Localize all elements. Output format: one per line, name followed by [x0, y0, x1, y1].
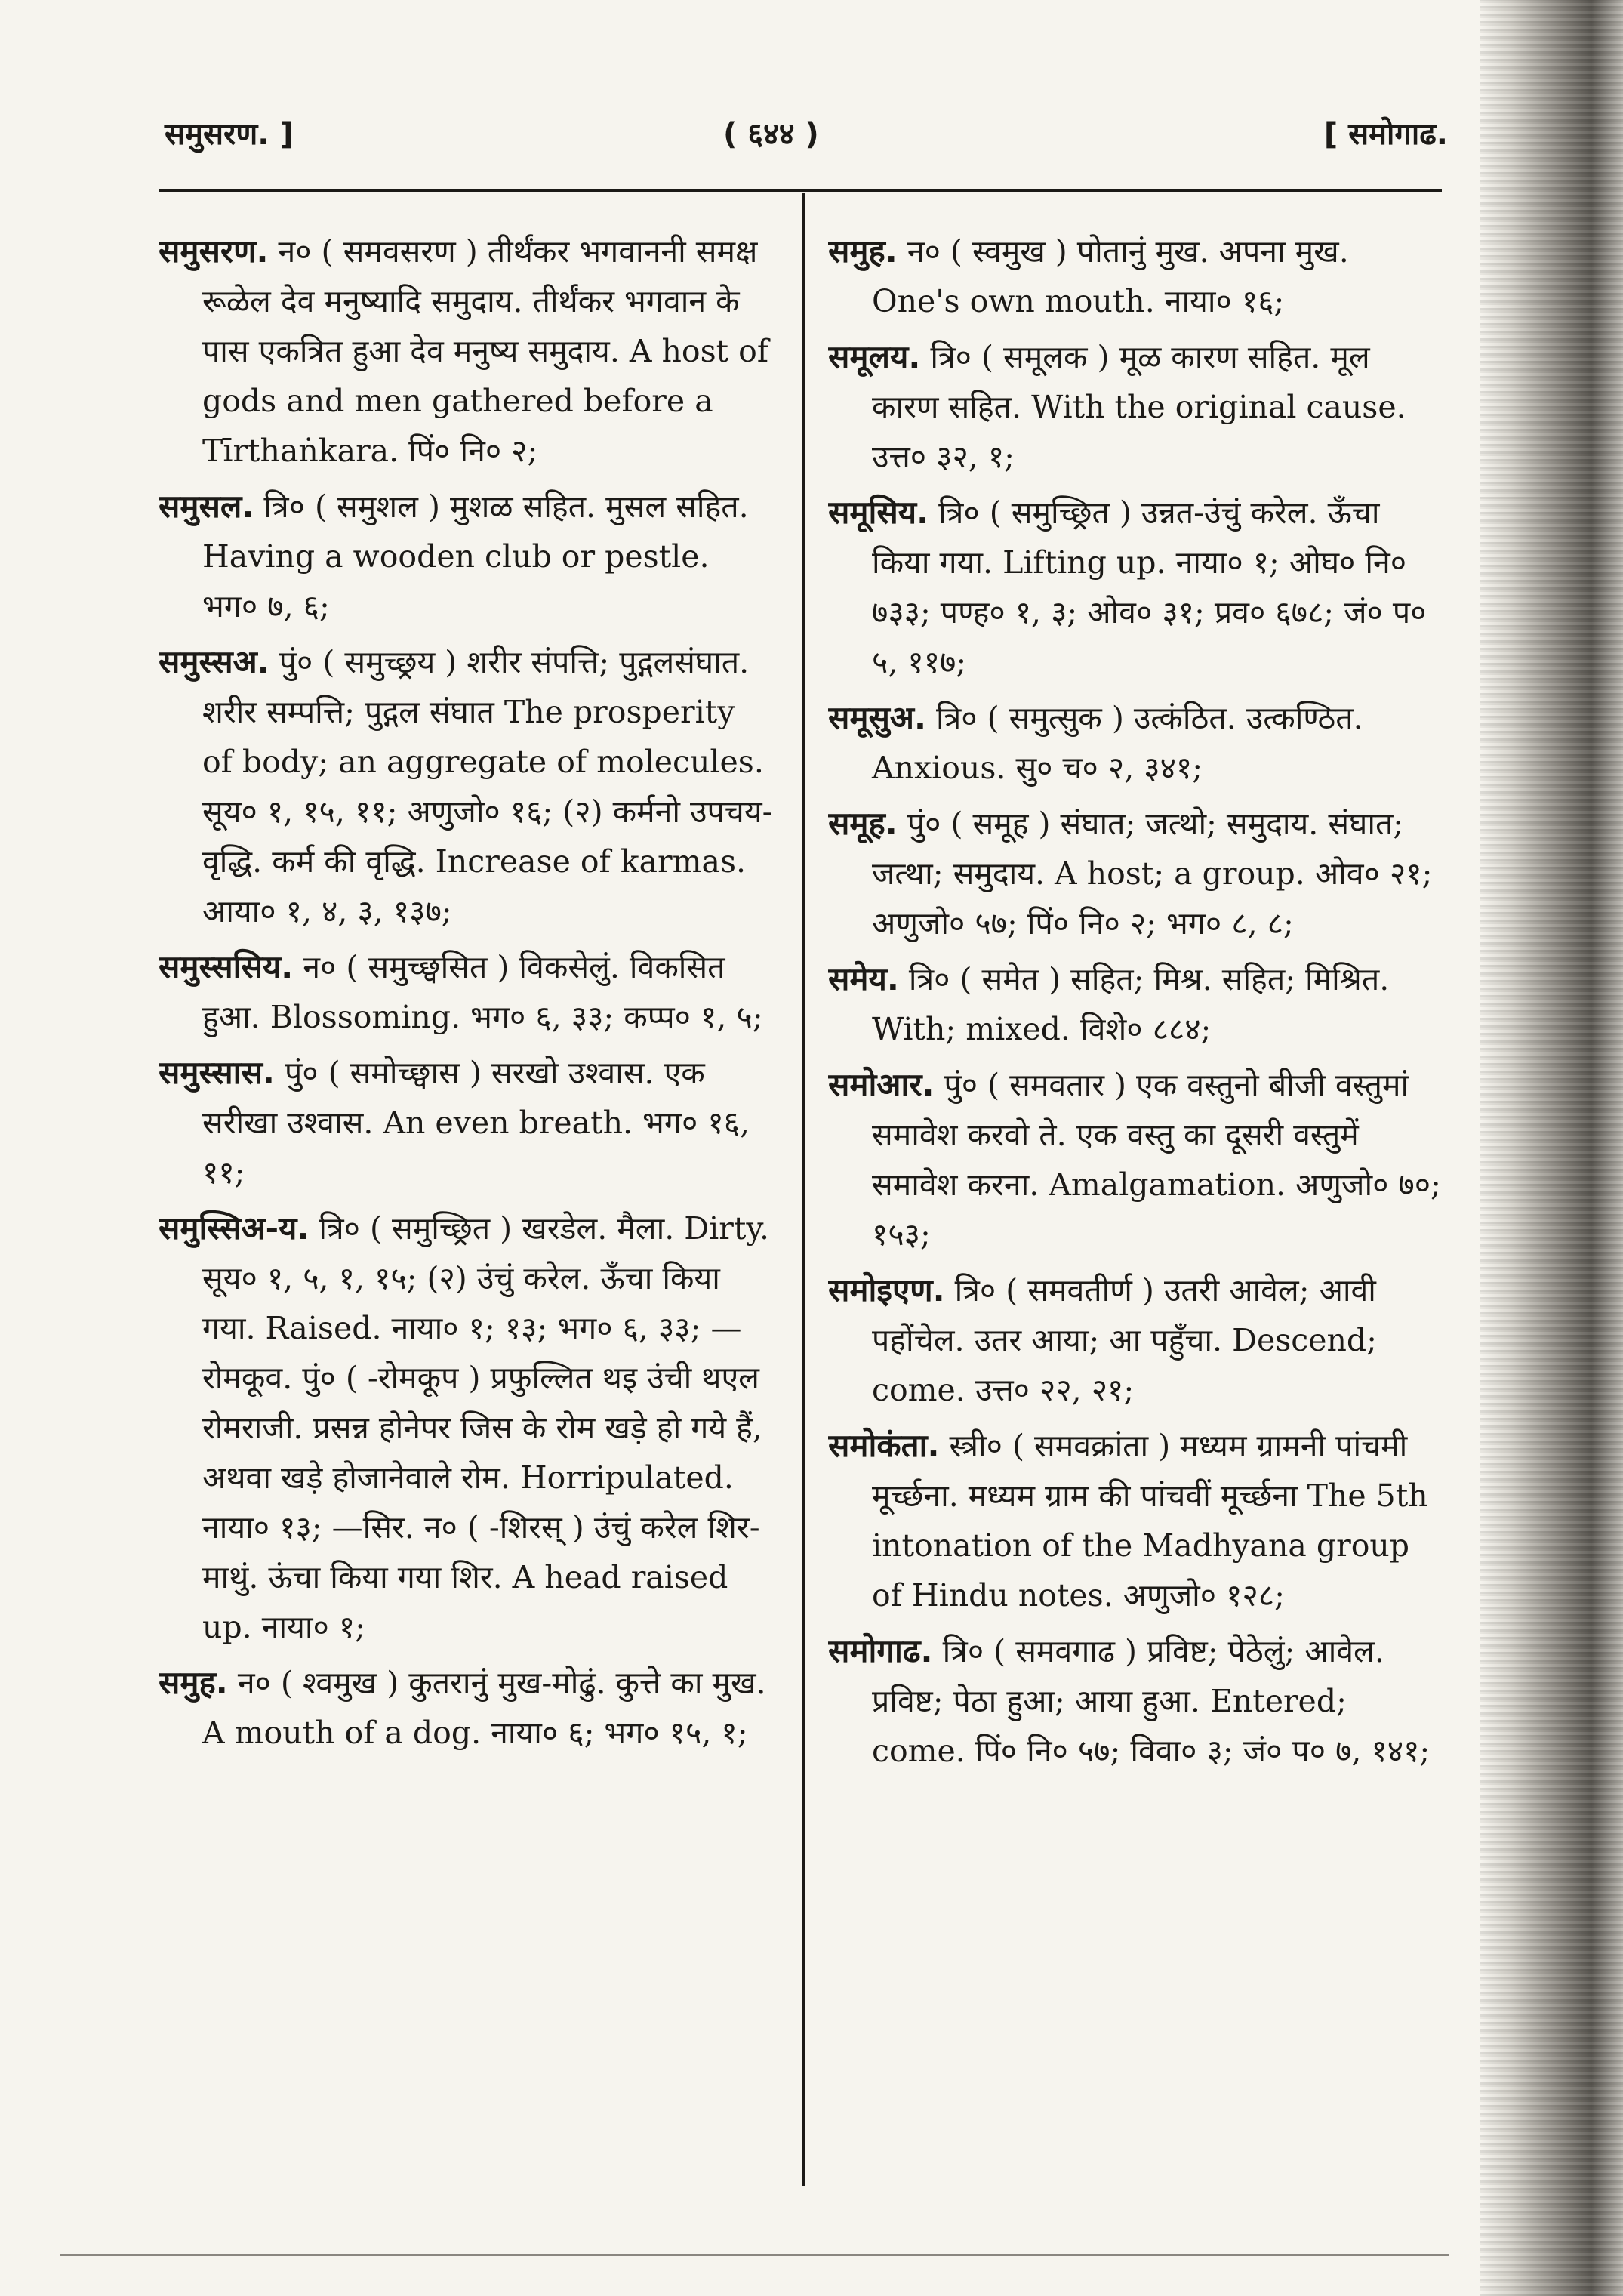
entry-definition: पुं० ( समुच्छ्रय ) शरीर संपत्ति; पुद्गलसंघात. शरीर सम्पत्ति; पुद्गल संघात The prosperity of body; an aggregate of molecules. सूय० १, १५, ११; अणुजो० १६; (२) कर्मनो उपचय-वृद्धि. कर्म की वृद्धि. Increase of karmas. आया० १, ४, ३, १३७; — [202, 644, 773, 929]
book-binding-shadow — [1480, 0, 1623, 2296]
entry-definition: न० ( स्वमुख ) पोतानुं मुख. अपना मुख. One's own mouth. नाया० १६; — [872, 233, 1349, 319]
dictionary-entry — [828, 1421, 1443, 1620]
dictionary-entry — [828, 799, 1443, 948]
dictionary-entry — [159, 942, 774, 1042]
entry-headword: समुस्सास. — [159, 1054, 275, 1091]
entry-definition: त्रि० ( समुशल ) मुशळ सहित. मुसल सहित. Having a wooden club or pestle. भग० ७, ६; — [202, 488, 749, 624]
entry-definition: त्रि० ( समुत्सुक ) उत्कंठित. उत्कण्ठित. Anxious. सु० च० २, ३४१; — [872, 700, 1363, 786]
entry-headword: समूलय. — [828, 338, 921, 375]
header-rule — [159, 189, 1442, 192]
entry-headword: समोइएण. — [828, 1271, 945, 1308]
entry-definition: पुं० ( समूह ) संघात; जत्थो; समुदाय. संघात; जत्था; समुदाय. A host; a group. ओव० २१; अणुजो० ५७; पिं० नि० २; भग० ८, ८; — [872, 806, 1433, 942]
dictionary-entry — [828, 227, 1443, 326]
entry-headword: समोगाढ. — [828, 1632, 933, 1669]
entry-headword: समुस्सिअ-य. — [159, 1210, 310, 1247]
entry-definition: पुं० ( समोच्छ्वास ) सरखो उश्वास. एक सरीखा उश्वास. An even breath. भग० १६, ११; — [202, 1055, 750, 1191]
dictionary-entry — [828, 1265, 1443, 1415]
entry-headword: समोकंता. — [828, 1427, 940, 1464]
entry-definition: त्रि० ( समूलक ) मूळ कारण सहित. मूल कारण सहित. With the original cause. उत्त० ३२, १; — [872, 339, 1406, 475]
page-number: ( ६४४ ) — [723, 117, 819, 152]
dictionary-entry — [828, 1626, 1443, 1776]
dictionary-entry — [159, 482, 774, 631]
dictionary-entry — [159, 1203, 774, 1652]
entry-headword: समुस्सअ. — [159, 643, 269, 680]
dictionary-entry — [159, 227, 774, 476]
entry-headword: समूसुअ. — [828, 699, 926, 736]
entry-headword: समूह. — [828, 805, 898, 842]
footer-rule — [60, 2254, 1449, 2256]
dictionary-entry — [159, 1658, 774, 1758]
entry-definition: त्रि० ( समुच्छ्रित ) उन्नत-उंचुं करेल. ऊँचा किया गया. Lifting up. नाया० १; ओघ० नि० ७३३; पण्ह० १, ३; ओव० ३१; प्रव० ६७८; जं० प० ५, ११७; — [872, 495, 1427, 680]
page-header — [165, 106, 1448, 159]
entry-headword: समुह. — [828, 233, 898, 270]
right-column — [828, 227, 1443, 2220]
column-divider — [802, 193, 805, 2186]
entry-headword: समूसिय. — [828, 494, 929, 531]
entry-headword: समुसल. — [159, 488, 254, 525]
entry-definition: त्रि० ( समुच्छ्रित ) खरडेल. मैला. Dirty. सूय० १, ५, १, १५; (२) उंचुं करेल. ऊँचा किया गया. Raised. नाया० १; १३; भग० ६, ३३; —रोमकूव. पुं० ( -रोमकूप ) प्रफुल्लित थइ उंची थएल रोमराजी. प्रसन्न होनेपर जिस के रोम खड़े हो गये हैं, अथवा खड़े होजानेवाले रोम. Horripulated. नाया० १३; —सिर. न० ( -शिरस् ) उंचुं करेल शिर-माथुं. ऊंचा किया गया शिर. A head raised up. नाया० १; — [202, 1210, 770, 1645]
entry-definition: न० ( समुच्छ्वसित ) विकसेलुं. विकसित हुआ. Blossoming. भग० ६, ३३; कप्प० १, ५; — [202, 949, 763, 1035]
entry-headword: समुह. — [159, 1664, 228, 1701]
entry-definition: न० ( श्वमुख ) कुतरानुं मुख-मोढुं. कुत्ते का मुख. A mouth of a dog. नाया० ६; भग० १५, १; — [202, 1665, 766, 1751]
entry-headword: समुस्ससिय. — [159, 948, 294, 985]
dictionary-entry — [159, 637, 774, 936]
entry-definition: स्त्री० ( समवक्रांता ) मध्यम ग्रामनी पांचमी मूर्च्छना. मध्यम ग्राम की पांचवीं मूर्च्छना The 5th intonation of the Madhyana group of Hindu notes. अणुजो० १२८; — [872, 1428, 1428, 1613]
entry-definition: त्रि० ( समवगाढ ) प्रविष्ट; पेठेलुं; आवेल. प्रविष्ट; पेठा हुआ; आया हुआ. Entered; come. पिं० नि० ५७; विवा० ३; जं० प० ७, १४१; — [872, 1633, 1431, 1769]
dictionary-entry — [159, 1048, 774, 1197]
dictionary-entry — [828, 954, 1443, 1054]
entry-definition: त्रि० ( समवतीर्ण ) उतरी आवेल; आवी पहोंचेल. उतर आया; आ पहुँचा. Descend; come. उत्त० २२, २१; — [872, 1272, 1377, 1408]
entry-definition: त्रि० ( समेत ) सहित; मिश्र. सहित; मिश्रित. With; mixed. विशे० ८८४; — [872, 961, 1390, 1047]
header-left-guide-word: समुसरण. ] — [165, 117, 294, 152]
dictionary-entry — [828, 488, 1443, 687]
entry-headword: समुसरण. — [159, 233, 269, 270]
dictionary-entry — [828, 332, 1443, 482]
entry-headword: समेय. — [828, 960, 899, 997]
left-column — [159, 227, 774, 2220]
dictionary-entry — [828, 1060, 1443, 1259]
entry-headword: समोआर. — [828, 1066, 935, 1103]
entry-definition: पुं० ( समवतार ) एक वस्तुनो बीजी वस्तुमां समावेश करवो ते. एक वस्तु का दूसरी वस्तुमें समावेश करना. Amalgamation. अणुजो० ७०; १५३; — [872, 1067, 1441, 1253]
header-right-guide-word: [ समोगाढ. — [1323, 117, 1448, 152]
entry-definition: न० ( समवसरण ) तीर्थंकर भगवाननी समक्ष रूळेल देव मनुष्यादि समुदाय. तीर्थंकर भगवान के पास एकत्रित हुआ देव मनुष्य समुदाय. A host of gods and men gathered before a Tīrthaṅkara. पिं० नि० २; — [202, 233, 769, 469]
dictionary-entry — [828, 693, 1443, 793]
